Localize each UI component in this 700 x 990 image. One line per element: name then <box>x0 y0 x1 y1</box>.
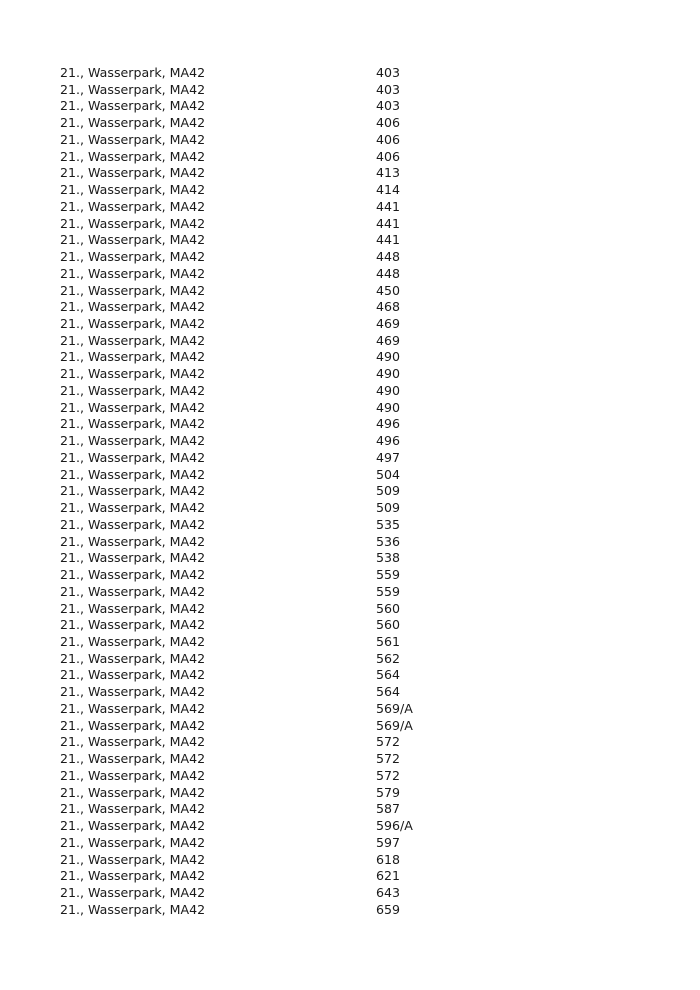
list-row <box>60 584 660 601</box>
number-cell: 450 <box>376 282 401 298</box>
list-row <box>60 835 660 852</box>
location-cell: 21., Wasserpark, MA42 <box>60 466 206 482</box>
location-cell: 21., Wasserpark, MA42 <box>60 851 206 867</box>
location-cell: 21., Wasserpark, MA42 <box>60 382 206 398</box>
location-cell: 21., Wasserpark, MA42 <box>60 215 206 231</box>
location-cell: 21., Wasserpark, MA42 <box>60 834 206 850</box>
list-row <box>60 634 660 651</box>
list-row <box>60 718 660 735</box>
number-cell: 469 <box>376 316 401 332</box>
list-row <box>60 483 660 500</box>
number-cell: 564 <box>376 667 401 683</box>
location-cell: 21., Wasserpark, MA42 <box>60 784 206 800</box>
list-row <box>60 149 660 166</box>
list-row <box>60 550 660 567</box>
location-cell: 21., Wasserpark, MA42 <box>60 717 206 733</box>
number-cell: 413 <box>376 165 401 181</box>
number-cell: 509 <box>376 483 401 499</box>
list-row <box>60 601 660 618</box>
list-row <box>60 801 660 818</box>
number-cell: 560 <box>376 600 401 616</box>
location-cell: 21., Wasserpark, MA42 <box>60 366 206 382</box>
list-row <box>60 785 660 802</box>
location-cell: 21., Wasserpark, MA42 <box>60 399 206 415</box>
location-cell: 21., Wasserpark, MA42 <box>60 818 206 834</box>
number-cell: 621 <box>376 868 401 884</box>
number-cell: 406 <box>376 115 401 131</box>
number-cell: 559 <box>376 567 401 583</box>
location-cell: 21., Wasserpark, MA42 <box>60 98 206 114</box>
number-cell: 448 <box>376 249 401 265</box>
location-cell: 21., Wasserpark, MA42 <box>60 767 206 783</box>
location-cell: 21., Wasserpark, MA42 <box>60 684 206 700</box>
list-row <box>60 65 660 82</box>
location-cell: 21., Wasserpark, MA42 <box>60 583 206 599</box>
list-row <box>60 82 660 99</box>
location-cell: 21., Wasserpark, MA42 <box>60 600 206 616</box>
location-cell: 21., Wasserpark, MA42 <box>60 734 206 750</box>
location-cell: 21., Wasserpark, MA42 <box>60 349 206 365</box>
list-row <box>60 885 660 902</box>
list-row <box>60 349 660 366</box>
number-cell: 403 <box>376 98 401 114</box>
location-cell: 21., Wasserpark, MA42 <box>60 131 206 147</box>
location-cell: 21., Wasserpark, MA42 <box>60 633 206 649</box>
number-cell: 569/A <box>376 700 413 716</box>
list-row <box>60 182 660 199</box>
list-row <box>60 517 660 534</box>
list-row <box>60 115 660 132</box>
location-cell: 21., Wasserpark, MA42 <box>60 533 206 549</box>
list-row <box>60 249 660 266</box>
list-row <box>60 500 660 517</box>
location-cell: 21., Wasserpark, MA42 <box>60 182 206 198</box>
list-row <box>60 868 660 885</box>
number-cell: 538 <box>376 550 401 566</box>
number-cell: 587 <box>376 801 401 817</box>
location-cell: 21., Wasserpark, MA42 <box>60 165 206 181</box>
number-cell: 496 <box>376 433 401 449</box>
list-row <box>60 734 660 751</box>
location-cell: 21., Wasserpark, MA42 <box>60 282 206 298</box>
list-row <box>60 667 660 684</box>
location-cell: 21., Wasserpark, MA42 <box>60 801 206 817</box>
list-row <box>60 433 660 450</box>
location-cell: 21., Wasserpark, MA42 <box>60 884 206 900</box>
location-cell: 21., Wasserpark, MA42 <box>60 81 206 97</box>
list-row <box>60 199 660 216</box>
number-cell: 561 <box>376 633 401 649</box>
list-row <box>60 768 660 785</box>
location-cell: 21., Wasserpark, MA42 <box>60 617 206 633</box>
location-cell: 21., Wasserpark, MA42 <box>60 567 206 583</box>
location-cell: 21., Wasserpark, MA42 <box>60 115 206 131</box>
number-cell: 441 <box>376 215 401 231</box>
number-cell: 441 <box>376 232 401 248</box>
location-cell: 21., Wasserpark, MA42 <box>60 868 206 884</box>
number-cell: 572 <box>376 751 401 767</box>
list-row <box>60 283 660 300</box>
location-cell: 21., Wasserpark, MA42 <box>60 416 206 432</box>
number-cell: 406 <box>376 148 401 164</box>
list-row <box>60 818 660 835</box>
number-cell: 490 <box>376 399 401 415</box>
list-row <box>60 684 660 701</box>
location-cell: 21., Wasserpark, MA42 <box>60 550 206 566</box>
list-row <box>60 701 660 718</box>
number-cell: 579 <box>376 784 401 800</box>
number-cell: 535 <box>376 516 401 532</box>
location-cell: 21., Wasserpark, MA42 <box>60 65 206 80</box>
location-cell: 21., Wasserpark, MA42 <box>60 249 206 265</box>
number-cell: 414 <box>376 182 401 198</box>
number-cell: 559 <box>376 583 401 599</box>
location-cell: 21., Wasserpark, MA42 <box>60 232 206 248</box>
location-cell: 21., Wasserpark, MA42 <box>60 667 206 683</box>
list-row <box>60 902 660 919</box>
number-cell: 569/A <box>376 717 413 733</box>
number-cell: 618 <box>376 851 401 867</box>
list-row <box>60 383 660 400</box>
number-cell: 448 <box>376 265 401 281</box>
location-cell: 21., Wasserpark, MA42 <box>60 316 206 332</box>
number-cell: 564 <box>376 684 401 700</box>
location-cell: 21., Wasserpark, MA42 <box>60 198 206 214</box>
location-cell: 21., Wasserpark, MA42 <box>60 449 206 465</box>
list-row <box>60 751 660 768</box>
number-cell: 469 <box>376 332 401 348</box>
list-row <box>60 450 660 467</box>
list-row <box>60 567 660 584</box>
location-cell: 21., Wasserpark, MA42 <box>60 700 206 716</box>
location-cell: 21., Wasserpark, MA42 <box>60 332 206 348</box>
number-cell: 536 <box>376 533 401 549</box>
list-row <box>60 98 660 115</box>
list-row <box>60 132 660 149</box>
location-cell: 21., Wasserpark, MA42 <box>60 299 206 315</box>
number-cell: 572 <box>376 767 401 783</box>
location-cell: 21., Wasserpark, MA42 <box>60 751 206 767</box>
number-cell: 504 <box>376 466 401 482</box>
number-cell: 597 <box>376 834 401 850</box>
number-cell: 509 <box>376 500 401 516</box>
location-cell: 21., Wasserpark, MA42 <box>60 500 206 516</box>
list-row <box>60 316 660 333</box>
number-cell: 490 <box>376 349 401 365</box>
location-cell: 21., Wasserpark, MA42 <box>60 901 206 917</box>
number-cell: 441 <box>376 198 401 214</box>
number-cell: 468 <box>376 299 401 315</box>
list-row <box>60 299 660 316</box>
list-row <box>60 333 660 350</box>
list-row <box>60 400 660 417</box>
location-cell: 21., Wasserpark, MA42 <box>60 265 206 281</box>
number-cell: 403 <box>376 81 401 97</box>
number-cell: 496 <box>376 416 401 432</box>
location-cell: 21., Wasserpark, MA42 <box>60 483 206 499</box>
number-cell: 490 <box>376 382 401 398</box>
number-cell: 643 <box>376 884 401 900</box>
list-row <box>60 467 660 484</box>
list-row <box>60 266 660 283</box>
number-cell: 490 <box>376 366 401 382</box>
location-cell: 21., Wasserpark, MA42 <box>60 433 206 449</box>
list-row <box>60 216 660 233</box>
number-cell: 659 <box>376 901 401 917</box>
number-cell: 560 <box>376 617 401 633</box>
location-cell: 21., Wasserpark, MA42 <box>60 516 206 532</box>
list-row <box>60 651 660 668</box>
list-row <box>60 232 660 249</box>
list-row <box>60 366 660 383</box>
list-row <box>60 617 660 634</box>
list-row <box>60 534 660 551</box>
location-list <box>60 65 660 918</box>
number-cell: 403 <box>376 65 401 80</box>
location-cell: 21., Wasserpark, MA42 <box>60 650 206 666</box>
list-row <box>60 416 660 433</box>
number-cell: 406 <box>376 131 401 147</box>
list-row <box>60 852 660 869</box>
list-row <box>60 165 660 182</box>
number-cell: 572 <box>376 734 401 750</box>
number-cell: 596/A <box>376 818 413 834</box>
number-cell: 562 <box>376 650 401 666</box>
location-cell: 21., Wasserpark, MA42 <box>60 148 206 164</box>
number-cell: 497 <box>376 449 401 465</box>
